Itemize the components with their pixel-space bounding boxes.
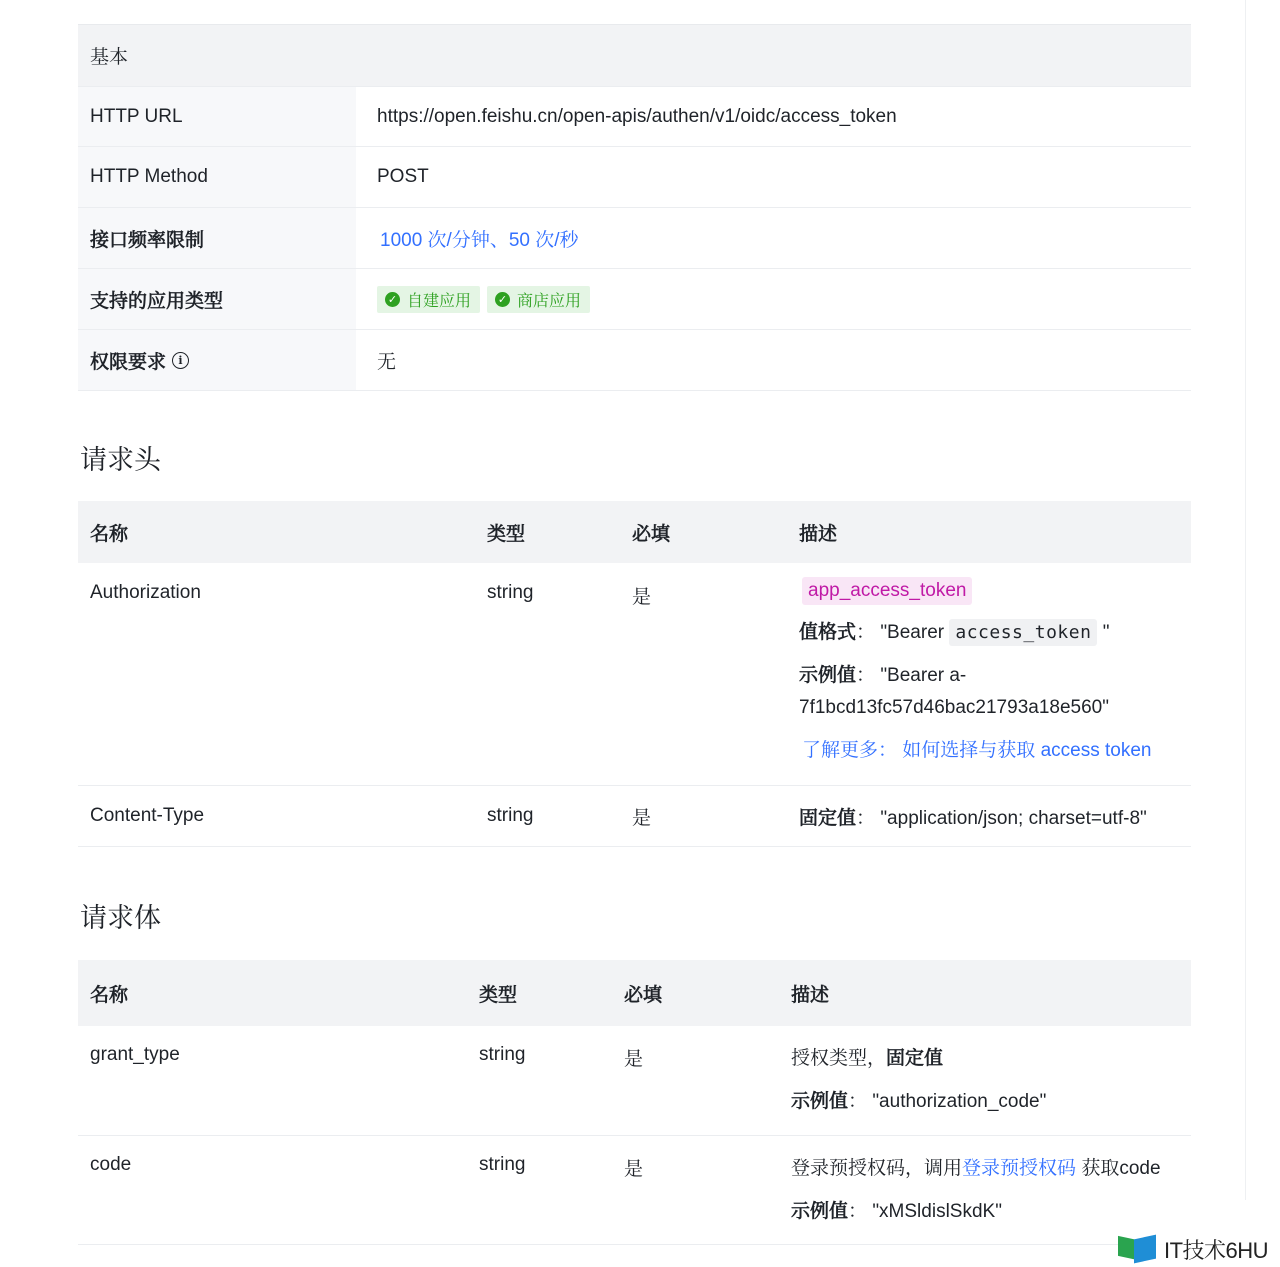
example-label: 示例值 xyxy=(799,665,857,686)
column-header: 类型 xyxy=(479,984,518,1006)
basic-row-rate-limit xyxy=(78,208,1191,269)
rate-limit-container xyxy=(356,208,1191,268)
column-header: 描述 xyxy=(791,984,830,1006)
param-required: 是 xyxy=(624,1159,644,1180)
basic-row-permission xyxy=(78,330,1191,391)
param-description xyxy=(787,803,1191,830)
learn-more-label: 了解更多： xyxy=(802,740,898,761)
desc-line xyxy=(791,1154,1191,1184)
param-required: 是 xyxy=(632,587,652,608)
param-type: string xyxy=(479,1154,526,1175)
format-label: 值格式 xyxy=(799,622,857,643)
basic-info-table xyxy=(78,24,1191,391)
request-body-table xyxy=(78,960,1191,1245)
learn-more-link[interactable]: 如何选择与获取 access token xyxy=(902,740,1152,761)
example-label: 示例值 xyxy=(791,1201,849,1222)
app-type-label: 商店应用 xyxy=(517,292,582,310)
column-header: 名称 xyxy=(90,984,129,1006)
desc-suffix: 获取code xyxy=(1081,1158,1161,1179)
permission-label: 权限要求 xyxy=(90,351,167,373)
token-type-pill[interactable]: app_access_token xyxy=(802,577,972,605)
watermark-logo-icon xyxy=(1118,1235,1158,1265)
basic-key: 接口频率限制 xyxy=(78,208,356,268)
example-value: "xMSldislSkdK" xyxy=(872,1201,1002,1222)
table-row xyxy=(78,1026,1191,1136)
basic-row-http-url xyxy=(78,86,1191,147)
colon: ： xyxy=(856,665,876,686)
app-types-container xyxy=(356,269,1191,329)
param-name: Content-Type xyxy=(90,805,205,826)
pre-auth-code-link[interactable]: 登录预授权码 xyxy=(962,1158,1077,1179)
basic-info-header: 基本 xyxy=(78,25,1191,86)
colon: ： xyxy=(856,807,876,829)
watermark xyxy=(1118,1232,1280,1267)
table-header-row xyxy=(78,501,1191,563)
colon: ： xyxy=(848,1091,868,1112)
format-prefix: "Bearer xyxy=(880,622,945,643)
param-description xyxy=(779,1136,1191,1244)
param-name: grant_type xyxy=(90,1044,180,1065)
desc-line xyxy=(791,1044,1191,1074)
param-required: 是 xyxy=(624,1049,644,1070)
colon: ： xyxy=(848,1201,868,1222)
check-circle-icon: ✓ xyxy=(385,292,400,307)
basic-key-container xyxy=(78,330,356,390)
permission-value: 无 xyxy=(377,351,397,373)
page-right-border xyxy=(1245,0,1246,1200)
column-header: 名称 xyxy=(90,523,129,545)
table-row xyxy=(78,563,1191,786)
basic-key: 支持的应用类型 xyxy=(78,269,356,329)
example-label: 示例值 xyxy=(791,1091,849,1112)
table-row xyxy=(78,786,1191,847)
format-suffix: " xyxy=(1102,622,1110,643)
http-url-value: https://open.feishu.cn/open-apis/authen/v1/oidc/access_token xyxy=(356,86,1191,146)
param-description xyxy=(779,1026,1191,1135)
colon: ： xyxy=(856,622,876,643)
example-line xyxy=(799,660,1191,692)
http-method-value: POST xyxy=(377,166,429,187)
fixed-value: "application/json; charset=utf-8" xyxy=(880,807,1147,829)
basic-key: HTTP Method xyxy=(78,147,356,207)
column-header: 描述 xyxy=(799,523,838,545)
column-header: 必填 xyxy=(624,984,663,1006)
request-headers-title: 请求头 xyxy=(80,445,161,475)
desc-text: 登录预授权码，调用 xyxy=(791,1158,963,1179)
param-required: 是 xyxy=(632,807,652,829)
column-header: 必填 xyxy=(632,523,671,545)
app-type-tag xyxy=(487,286,590,313)
param-name: Authorization xyxy=(90,582,201,603)
table-header-row xyxy=(78,960,1191,1026)
app-type-tag xyxy=(377,286,480,313)
learn-more-line xyxy=(802,735,1191,767)
request-headers-table xyxy=(78,501,1191,847)
example-value: "authorization_code" xyxy=(872,1091,1047,1112)
check-circle-icon: ✓ xyxy=(495,292,510,307)
fixed-value-label: 固定值 xyxy=(799,807,857,829)
app-type-label: 自建应用 xyxy=(407,292,472,310)
example-value-part2: 7f1bcd13fc57d46bac21793a18e560" xyxy=(799,697,1109,718)
column-header: 类型 xyxy=(487,523,526,545)
param-type: string xyxy=(487,582,534,603)
basic-row-app-types xyxy=(78,269,1191,330)
desc-text: 授权类型， xyxy=(791,1048,887,1069)
param-description xyxy=(787,563,1191,785)
param-name: code xyxy=(90,1154,132,1175)
basic-row-http-method xyxy=(78,147,1191,208)
param-type: string xyxy=(487,805,534,826)
example-line xyxy=(791,1197,1191,1227)
table-row xyxy=(78,1136,1191,1245)
watermark-text: IT技术6HU xyxy=(1164,1238,1269,1263)
basic-key: HTTP URL xyxy=(78,86,356,146)
info-icon[interactable]: i xyxy=(172,352,189,369)
param-type: string xyxy=(479,1044,526,1065)
request-body-title: 请求体 xyxy=(80,903,161,933)
example-value-part1: "Bearer a- xyxy=(880,665,967,686)
desc-bold: 固定值 xyxy=(886,1048,944,1069)
format-code: access_token xyxy=(949,619,1097,646)
format-line xyxy=(799,617,1191,649)
rate-limit-link[interactable]: 1000 次/分钟、50 次/秒 xyxy=(380,229,579,251)
example-line xyxy=(791,1087,1191,1117)
